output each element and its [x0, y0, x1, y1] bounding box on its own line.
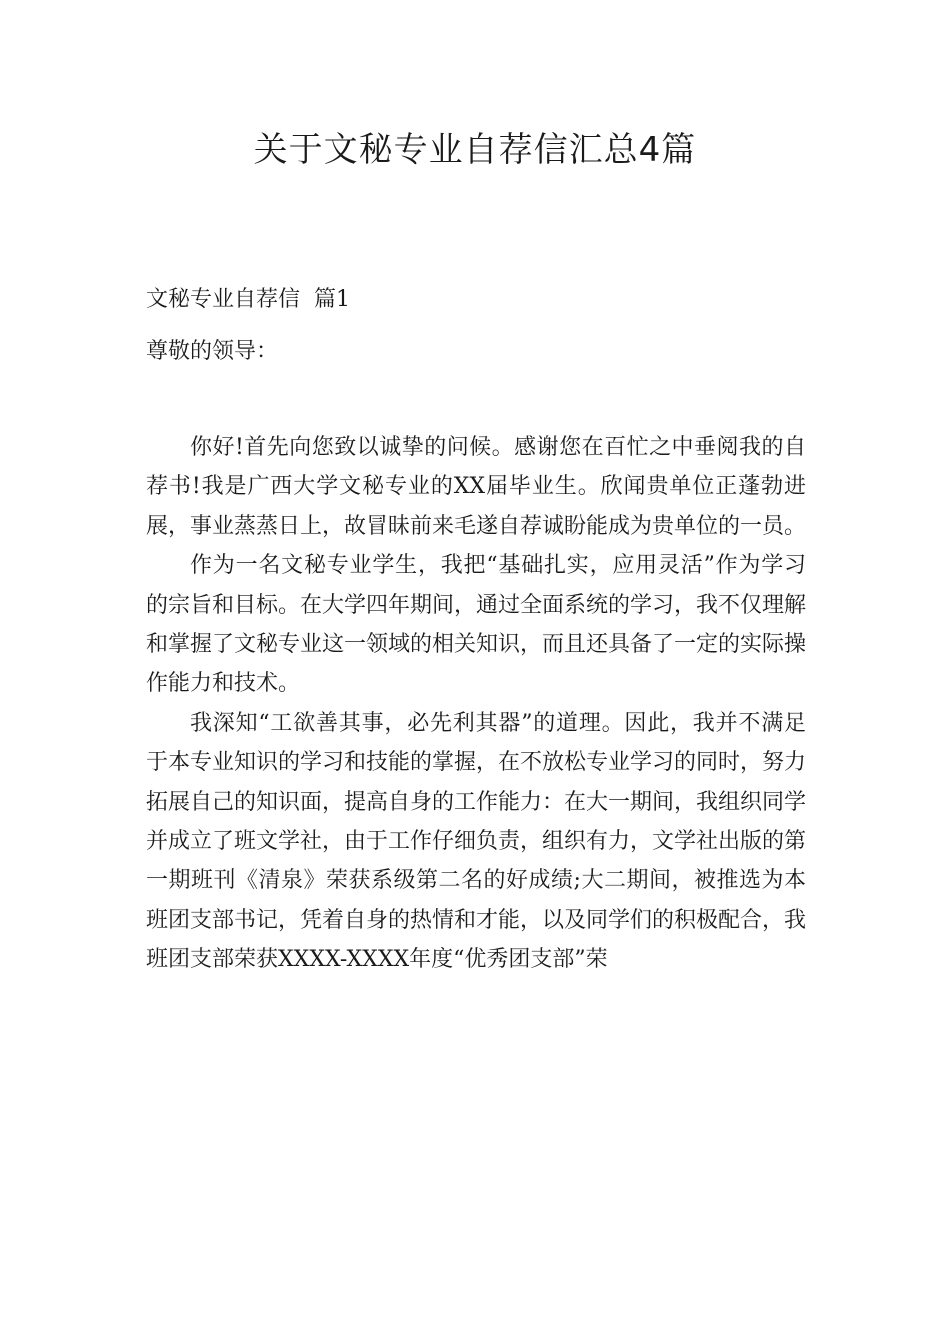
body-paragraph: 你好!首先向您致以诚挚的问候。感谢您在百忙之中垂阅我的自荐书!我是广西大学文秘专业的XX届毕业生。欣闻贵单位正蓬勃进展，事业蒸蒸日上，故冒昧前来毛遂自荐诚盼能成为贵单位的一员。: [146, 435, 807, 539]
body-paragraph: 我深知“工欲善其事，必先利其器”的道理。因此，我并不满足于本专业知识的学习和技能的掌握，在不放松专业学习的同时，努力拓展自己的知识面，提高自身的工作能力：在大一期间，我组织同学并成立了班文学社，由于工作仔细负责，组织有力，文学社出版的第一期班刊《清泉》荣获系级第二名的好成绩;大二期间，被推选为本班团支部书记，凭着自身的热情和才能，以及同学们的积极配合，我班团支部荣获XXXX-XXXX年度“优秀团支部”荣: [146, 710, 807, 973]
document-title: 关于文秘专业自荐信汇总4篇: [253, 130, 697, 170]
body-paragraph: 作为一名文秘专业学生，我把“基础扎实，应用灵活”作为学习的宗旨和目标。在大学四年期间，通过全面系统的学习，我不仅理解和掌握了文秘专业这一领域的相关知识，而且还具备了一定的实际操作能力和技术。: [146, 553, 807, 697]
salutation: 尊敬的领导：: [146, 339, 279, 364]
section-heading: 文秘专业自荐信 篇1: [146, 287, 350, 312]
letter-body: [146, 428, 806, 980]
